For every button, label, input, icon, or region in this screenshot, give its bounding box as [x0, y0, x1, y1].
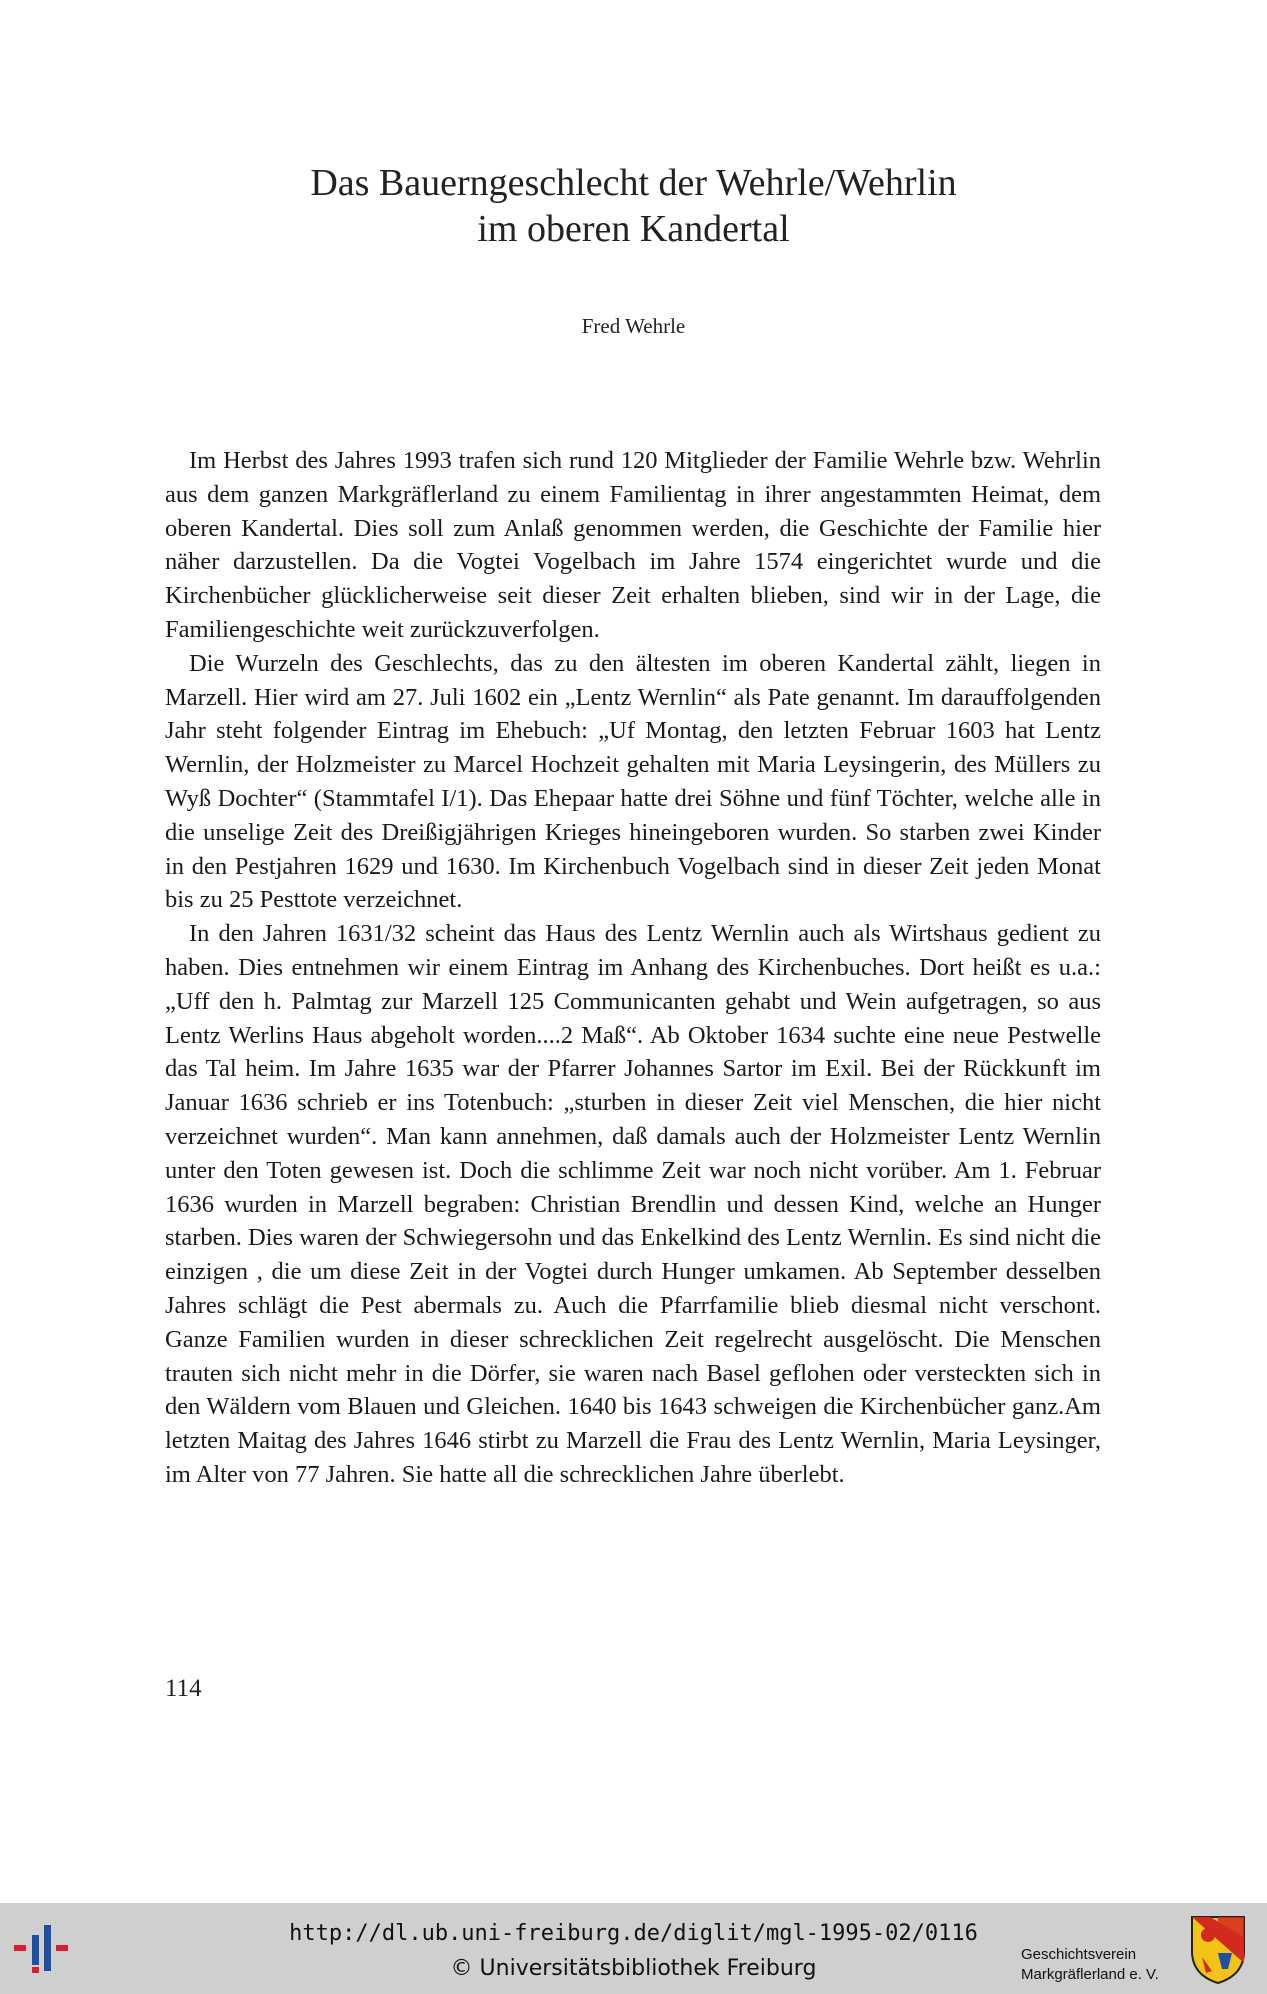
paragraph: In den Jahren 1631/32 scheint das Haus des Lentz Wernlin auch als Wirtshaus gedient zu haben. Dies entnehmen wir einem Eintrag im Anhang des Kirchenbuches. Dort heißt es u.a.: „Uff den h. Palmtag zur Marzell 125 Communicanten gehabt und Wein aufgetragen, so aus Lentz Werlins Haus abgeholt worden....2 Maß“. Ab Oktober 1634 suchte eine neue Pestwelle das Tal heim. Im Jahre 1635 war der Pfarrer Johannes Sartor im Exil. Bei der Rückkunft im Januar 1636 schrieb er ins Totenbuch: „sturben in dieser Zeit viel Menschen, die hier nicht verzeichnet wurden“. Man kann annehmen, daß damals auch der Holzmeister Lentz Wernlin unter den Toten gewesen ist. Doch die schlimme Zeit war noch nicht vorüber. Am 1. Februar 1636 wurden in Marzell begraben: Christian Brendlin und dessen Kind, welche an Hunger starben. Dies waren der Schwiegersohn und das Enkelkind des Lentz Wernlin. Es sind nicht die einzigen , die um diese Zeit in der Vogtei durch Hunger umkamen. Ab September desselben Jahres schlägt die Pest abermals zu. Auch die Pfarrfamilie blieb diesmal nicht verschont. Ganze Familien wurden in dieser schrecklichen Zeit regelrecht ausgelöscht. Die Menschen trauten sich nicht mehr in die Dörfer, sie waren nach Basel geflohen oder versteckten sich in den Wäldern vom Blauen und Gleichen. 1640 bis 1643 schweigen die Kirchenbücher ganz.Am letzten Maitag des Jahres 1646 stirbt zu Marzell die Frau des Lentz Wernlin, Maria Leysinger, im Alter von 77 Jahren. Sie hatte all die schrecklichen Jahre überlebt. [165, 920, 1101, 1488]
coat-of-arms-icon [1188, 1913, 1248, 1987]
viewer-footer-bar [0, 1903, 1267, 1994]
society-line-2: Markgräflerland e. V. [1021, 1966, 1159, 1983]
title-line-2: im oberen Kandertal [477, 208, 790, 250]
article-body [165, 444, 1101, 1492]
society-line-1: Geschichtsverein [1021, 1946, 1137, 1963]
document-url-link[interactable]: http://dl.ub.uni-freiburg.de/diglit/mgl-1995-02/0116 [289, 1921, 978, 1946]
author-name: Fred Wehrle [581, 314, 686, 338]
page-number: 114 [165, 1675, 202, 1702]
article-title [0, 160, 1267, 252]
copyright-notice: © Universitätsbibliothek Freiburg [450, 1956, 817, 1981]
paragraph: Im Herbst des Jahres 1993 trafen sich rund 120 Mitglieder der Familie Wehrle bzw. Wehrlin aus dem ganzen Markgräflerland zu einem Familientag in ihrer angestammten Heimat, dem oberen Kandertal. Dies soll zum Anlaß genommen werden, die Geschichte der Familie hier näher darzustellen. Da die Vogtei Vogelbach im Jahre 1574 eingerichtet wurde und die Kirchenbücher glücklicherweise seit dieser Zeit erhalten blieben, sind wir in der Lage, die Familiengeschichte weit zurückzuverfolgen. [165, 447, 1101, 643]
paragraph: Die Wurzeln des Geschlechts, das zu den ältesten im oberen Kandertal zählt, liegen in Marzell. Hier wird am 27. Juli 1602 ein „Lentz Wernlin“ als Pate genannt. Im darauffolgenden Jahr steht folgender Eintrag im Ehebuch: „Uf Montag, den letzten Februar 1603 hat Lentz Wernlin, der Holzmeister zu Marcel Hochzeit gehalten mit Maria Leysingerin, des Müllers zu Wyß Dochter“ (Stammtafel I/1). Das Ehepaar hatte drei Söhne und fünf Töchter, welche alle in die unselige Zeit des Dreißigjährigen Krieges hineingeboren wurden. So starben zwei Kinder in den Pestjahren 1629 und 1630. Im Kirchenbuch Vogelbach sind in dieser Zeit jeden Monat bis zu 25 Pesttote verzeichnet. [165, 649, 1101, 914]
title-line-1: Das Bauerngeschlecht der Wehrle/Wehrlin [310, 162, 957, 204]
society-name [1021, 1945, 1159, 1985]
